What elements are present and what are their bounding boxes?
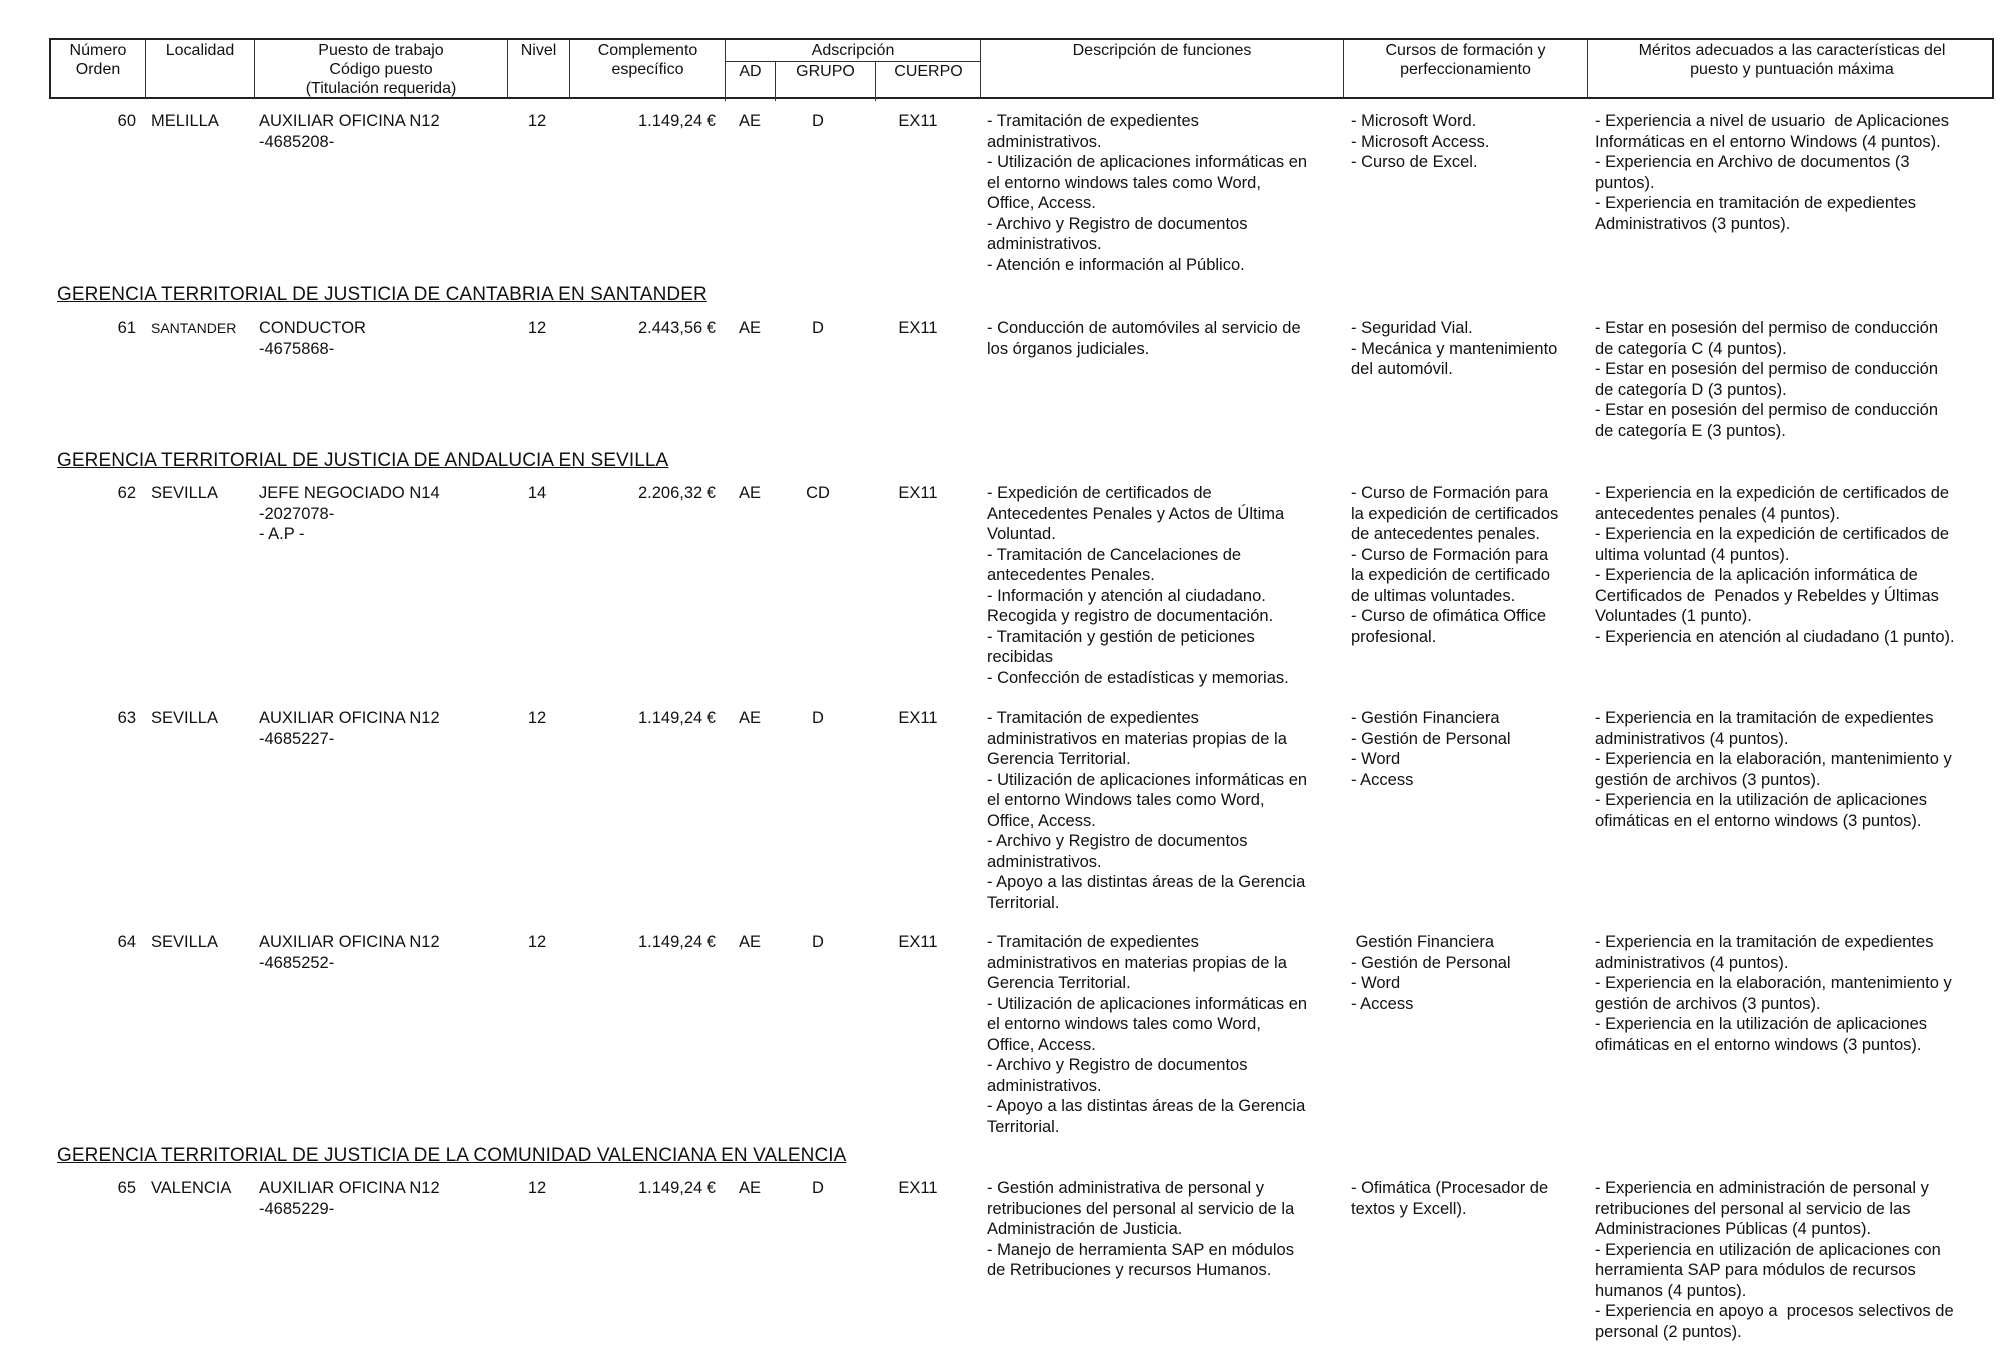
localidad: SEVILLA (151, 709, 218, 727)
localidad: SANTANDER (151, 320, 237, 336)
descripcion-funciones-line: Gerencia Territorial. (987, 750, 1131, 768)
descripcion-funciones-line: - Archivo y Registro de documentos (987, 214, 1248, 233)
meritos (1595, 111, 1949, 234)
descripcion-funciones-line: administrativos. (987, 852, 1102, 871)
complemento-especifico: 1.149,24 € (638, 1179, 716, 1197)
table-header (49, 38, 1994, 99)
numero-orden: 60 (117, 112, 136, 130)
meritos-line: - Experiencia a nivel de usuario de Aplicaciones (1595, 112, 1950, 130)
nivel: 12 (527, 933, 547, 951)
puesto-trabajo-line: -4685227- (259, 729, 335, 748)
meritos-line: - Experiencia en la utilización de aplicaciones (1595, 791, 1928, 809)
meritos-line: - Experiencia en utilización de aplicaciones con (1595, 1240, 1941, 1259)
complemento-especifico: 2.443,56 € (638, 319, 716, 337)
puesto-trabajo (259, 1178, 440, 1219)
descripcion-funciones-line: - Gestión administrativa de personal y (987, 1179, 1264, 1197)
header-nivel: Nivel (508, 40, 570, 97)
header-puesto-l1: Puesto de trabajo (318, 42, 444, 59)
meritos-line: Certificados de Penados y Rebeldes y Últimas (1595, 586, 1939, 605)
meritos-line: - Experiencia en tramitación de expedientes (1595, 194, 1917, 212)
descripcion-funciones-line: el entorno windows tales como Word, (987, 1015, 1261, 1033)
cursos-formacion-line: la expedición de certificados (1351, 504, 1559, 523)
numero-orden: 63 (117, 709, 136, 727)
puesto-trabajo-line: AUXILIAR OFICINA N12 (259, 112, 440, 130)
puesto-trabajo (259, 318, 366, 359)
descripcion-funciones-line: - Archivo y Registro de documentos (987, 1056, 1248, 1074)
header-cursos-l2: perfeccionamiento (1400, 61, 1531, 78)
header-complemento-l1: Complemento (597, 42, 698, 59)
meritos-line: puntos). (1595, 173, 1655, 192)
meritos-line: ofimáticas en el entorno windows (3 puntos). (1595, 811, 1922, 830)
descripcion-funciones-line: - Conducción de automóviles al servicio de (987, 319, 1301, 337)
header-numero-l1: Número (69, 42, 127, 59)
localidad: SEVILLA (151, 484, 218, 502)
puesto-trabajo-line: CONDUCTOR (259, 319, 366, 337)
descripcion-funciones-line: - Información y atención al ciudadano. (987, 586, 1266, 605)
localidad: VALENCIA (151, 1179, 232, 1197)
adscripcion-ad: AE (738, 484, 761, 502)
adscripcion-cuerpo: EX11 (898, 1179, 938, 1197)
meritos-line: gestión de archivos (3 puntos). (1595, 770, 1821, 789)
puesto-trabajo-line: -4685252- (259, 953, 335, 972)
descripcion-funciones-line: administrativos. (987, 1076, 1102, 1095)
cursos-formacion-line: - Ofimática (Procesador de (1351, 1179, 1549, 1197)
complemento-especifico: 1.149,24 € (638, 112, 716, 130)
meritos-line: de categoría C (4 puntos). (1595, 339, 1787, 358)
meritos-line: gestión de archivos (3 puntos). (1595, 994, 1821, 1013)
descripcion-funciones (987, 483, 1289, 688)
descripcion-funciones-line: - Utilización de aplicaciones informáticas en (987, 770, 1308, 789)
adscripcion-cuerpo: EX11 (898, 933, 938, 951)
complemento-especifico: 1.149,24 € (638, 933, 716, 951)
meritos (1595, 708, 1952, 831)
header-ad: AD (725, 61, 775, 101)
puesto-trabajo-line: AUXILIAR OFICINA N12 (259, 1179, 440, 1197)
adscripcion-cuerpo: EX11 (898, 112, 938, 130)
nivel: 12 (527, 709, 547, 727)
header-meritos-l2: puesto y puntuación máxima (1690, 61, 1894, 78)
cursos-formacion-line: - Curso de Formación para (1351, 545, 1549, 564)
cursos-formacion-line: - Gestión de Personal (1351, 953, 1511, 972)
descripcion-funciones-line: Gerencia Territorial. (987, 974, 1131, 992)
descripcion-funciones-line: - Tramitación y gestión de peticiones (987, 627, 1255, 646)
meritos-line: - Estar en posesión del permiso de conducción (1595, 401, 1939, 419)
cursos-formacion-line: - Gestión de Personal (1351, 729, 1511, 748)
cursos-formacion-line: profesional. (1351, 627, 1437, 646)
descripcion-funciones-line: - Manejo de herramienta SAP en módulos (987, 1240, 1294, 1259)
descripcion-funciones-line: Administración de Justicia. (987, 1220, 1183, 1238)
meritos-line: humanos (4 puntos). (1595, 1281, 1747, 1300)
descripcion-funciones-line: el entorno windows tales como Word, (987, 173, 1261, 192)
descripcion-funciones (987, 1178, 1294, 1281)
descripcion-funciones-line: los órganos judiciales. (987, 339, 1150, 358)
header-meritos-l1: Méritos adecuados a las características del (1638, 42, 1946, 59)
descripcion-funciones-line: - Confección de estadísticas y memorias. (987, 668, 1289, 687)
cursos-formacion (1351, 1178, 1548, 1219)
header-cursos (1344, 40, 1588, 97)
descripcion-funciones-line: administrativos. (987, 235, 1102, 253)
header-puesto-l3: (Titulación requerida) (305, 80, 457, 97)
descripcion-funciones-line: administrativos. (987, 132, 1102, 151)
puesto-trabajo (259, 708, 440, 749)
puesto-trabajo (259, 932, 440, 973)
cursos-formacion-line: - Word (1351, 750, 1401, 768)
numero-orden: 61 (117, 319, 136, 337)
puesto-trabajo-line: -4675868- (259, 339, 335, 358)
adscripcion-ad: AE (738, 112, 761, 130)
meritos-line: - Experiencia en la elaboración, mantenimiento y (1595, 750, 1952, 768)
adscripcion-grupo: D (812, 709, 824, 727)
cursos-formacion-line: - Curso de Formación para (1351, 484, 1549, 502)
meritos-line: Voluntades (1 punto). (1595, 607, 1752, 625)
descripcion-funciones-line: - Tramitación de Cancelaciones de (987, 545, 1242, 564)
adscripcion-grupo: CD (806, 484, 830, 502)
header-cursos-l1: Cursos de formación y (1385, 42, 1546, 59)
adscripcion-ad: AE (738, 933, 761, 951)
cursos-formacion-line: - Access (1351, 994, 1414, 1013)
header-numero-l2: Orden (75, 61, 121, 78)
meritos-line: - Experiencia de la aplicación informática de (1595, 566, 1918, 584)
meritos-line: ultima voluntad (4 puntos). (1595, 545, 1790, 564)
header-adscripcion-label: Adscripción (811, 42, 895, 59)
puesto-trabajo (259, 483, 440, 545)
meritos-line: retribuciones del personal al servicio de las (1595, 1199, 1911, 1218)
section-heading: GERENCIA TERRITORIAL DE JUSTICIA DE CANTABRIA EN SANTANDER (57, 284, 707, 305)
descripcion-funciones-line: retribuciones del personal al servicio de la (987, 1199, 1295, 1218)
descripcion-funciones (987, 932, 1307, 1137)
descripcion-funciones-line: - Tramitación de expedientes (987, 112, 1199, 130)
puesto-trabajo (259, 111, 440, 152)
meritos-line: - Experiencia en la tramitación de expedientes (1595, 933, 1934, 951)
adscripcion-grupo: D (812, 933, 824, 951)
meritos (1595, 932, 1952, 1055)
numero-orden: 64 (117, 933, 136, 951)
cursos-formacion-line: - Word (1351, 974, 1401, 992)
meritos-line: - Experiencia en administración de personal y (1595, 1179, 1929, 1197)
descripcion-funciones-line: - Archivo y Registro de documentos (987, 832, 1248, 850)
meritos-line: - Experiencia en Archivo de documentos (3 (1595, 153, 1910, 171)
cursos-formacion (1351, 708, 1511, 790)
adscripcion-cuerpo: EX11 (898, 319, 938, 337)
cursos-formacion-line: textos y Excell). (1351, 1199, 1467, 1218)
meritos-line: Administraciones Públicas (4 puntos). (1595, 1220, 1872, 1238)
meritos (1595, 483, 1955, 647)
meritos-line: administrativos (4 puntos). (1595, 953, 1789, 972)
descripcion-funciones-line: Office, Access. (987, 811, 1096, 830)
descripcion-funciones-line: Territorial. (987, 1117, 1060, 1136)
meritos (1595, 318, 1938, 441)
descripcion-funciones-line: - Expedición de certificados de (987, 484, 1212, 502)
cursos-formacion-line: - Access (1351, 770, 1414, 789)
header-localidad: Localidad (146, 40, 255, 97)
meritos-line: Administrativos (3 puntos). (1595, 214, 1791, 233)
header-cuerpo: CUERPO (875, 61, 981, 101)
adscripcion-ad: AE (738, 319, 761, 337)
descripcion-funciones-line: Office, Access. (987, 194, 1096, 212)
descripcion-funciones-line: de Retribuciones y recursos Humanos. (987, 1261, 1272, 1279)
descripcion-funciones (987, 708, 1307, 913)
adscripcion-ad: AE (738, 1179, 761, 1197)
descripcion-funciones-line: Recogida y registro de documentación. (987, 607, 1274, 625)
adscripcion-ad: AE (738, 709, 761, 727)
descripcion-funciones-line: el entorno Windows tales como Word, (987, 791, 1265, 809)
meritos-line: - Experiencia en atención al ciudadano (1 punto). (1595, 627, 1955, 646)
meritos-line: - Experiencia en la expedición de certificados de (1595, 525, 1950, 543)
meritos (1595, 1178, 1954, 1342)
descripcion-funciones-line: antecedentes Penales. (987, 566, 1155, 584)
meritos-line: de categoría E (3 puntos). (1595, 421, 1786, 440)
cursos-formacion-line: - Seguridad Vial. (1351, 319, 1473, 337)
nivel: 12 (527, 319, 547, 337)
meritos-line: Informáticas en el entorno Windows (4 puntos). (1595, 132, 1941, 151)
descripcion-funciones-line: administrativos en materias propias de la (987, 953, 1287, 972)
numero-orden: 62 (117, 484, 136, 502)
nivel: 12 (527, 1179, 547, 1197)
cursos-formacion-line: - Curso de ofimática Office (1351, 607, 1547, 625)
meritos-line: antecedentes penales (4 puntos). (1595, 504, 1840, 523)
cursos-formacion (1351, 483, 1558, 647)
meritos-line: - Estar en posesión del permiso de conducción (1595, 360, 1939, 378)
meritos-line: herramienta SAP para módulos de recursos (1595, 1261, 1916, 1279)
puesto-trabajo-line: - A.P - (259, 525, 305, 543)
descripcion-funciones-line: - Tramitación de expedientes (987, 933, 1199, 951)
descripcion-funciones-line: recibidas (987, 648, 1054, 666)
numero-orden: 65 (117, 1179, 136, 1197)
header-complemento (570, 40, 726, 97)
puesto-trabajo-line: AUXILIAR OFICINA N12 (259, 933, 440, 951)
header-numero-orden (51, 40, 146, 97)
adscripcion-grupo: D (812, 1179, 824, 1197)
adscripcion-grupo: D (812, 319, 824, 337)
descripcion-funciones-line: Territorial. (987, 893, 1060, 912)
puesto-trabajo-line: -2027078- (259, 504, 335, 523)
complemento-especifico: 1.149,24 € (638, 709, 716, 727)
section-heading: GERENCIA TERRITORIAL DE JUSTICIA DE LA COMUNIDAD VALENCIANA EN VALENCIA (57, 1145, 847, 1166)
meritos-line: - Experiencia en apoyo a procesos selectivos de (1595, 1302, 1954, 1320)
cursos-formacion-line: Gestión Financiera (1351, 933, 1495, 951)
cursos-formacion-line: de ultimas voluntades. (1351, 586, 1516, 605)
meritos-line: - Experiencia en la elaboración, mantenimiento y (1595, 974, 1952, 992)
cursos-formacion-line: la expedición de certificado (1351, 566, 1551, 584)
meritos-line: administrativos (4 puntos). (1595, 729, 1789, 748)
header-adscripcion (726, 40, 981, 97)
descripcion-funciones-line: - Utilización de aplicaciones informáticas en (987, 994, 1308, 1013)
meritos-line: - Experiencia en la utilización de aplicaciones (1595, 1015, 1928, 1033)
cursos-formacion-line: de antecedentes penales. (1351, 525, 1540, 543)
cursos-formacion (1351, 932, 1511, 1014)
header-puesto-l2: Código puesto (329, 61, 433, 78)
descripcion-funciones-line: - Atención e información al Público. (987, 255, 1245, 274)
meritos-line: - Experiencia en la tramitación de expedientes (1595, 709, 1934, 727)
cursos-formacion-line: - Curso de Excel. (1351, 153, 1478, 171)
cursos-formacion (1351, 111, 1489, 173)
puesto-trabajo-line: -4685229- (259, 1199, 335, 1218)
descripcion-funciones-line: - Apoyo a las distintas áreas de la Gerencia (987, 1097, 1306, 1115)
adscripcion-cuerpo: EX11 (898, 484, 938, 502)
cursos-formacion-line: - Microsoft Word. (1351, 112, 1477, 130)
meritos-line: - Estar en posesión del permiso de conducción (1595, 319, 1939, 337)
descripcion-funciones-line: - Utilización de aplicaciones informáticas en (987, 153, 1308, 171)
cursos-formacion-line: - Microsoft Access. (1351, 132, 1490, 151)
cursos-formacion (1351, 318, 1557, 380)
adscripcion-grupo: D (812, 112, 824, 130)
cursos-formacion-line: - Gestión Financiera (1351, 709, 1500, 727)
puesto-trabajo-line: AUXILIAR OFICINA N12 (259, 709, 440, 727)
descripcion-funciones-line: Voluntad. (987, 525, 1056, 543)
localidad: SEVILLA (151, 933, 218, 951)
meritos-line: personal (2 puntos). (1595, 1322, 1742, 1341)
descripcion-funciones-line: Office, Access. (987, 1035, 1096, 1054)
localidad: MELILLA (151, 112, 219, 130)
header-grupo: GRUPO (775, 61, 875, 101)
meritos-line: - Experiencia en la expedición de certificados de (1595, 484, 1950, 502)
section-heading: GERENCIA TERRITORIAL DE JUSTICIA DE ANDALUCIA EN SEVILLA (57, 450, 669, 471)
descripcion-funciones-line: - Tramitación de expedientes (987, 709, 1199, 727)
adscripcion-cuerpo: EX11 (898, 709, 938, 727)
header-puesto (255, 40, 508, 97)
header-meritos (1588, 40, 1996, 97)
descripcion-funciones (987, 318, 1301, 359)
header-descripcion: Descripción de funciones (981, 40, 1344, 97)
cursos-formacion-line: - Mecánica y mantenimiento (1351, 339, 1558, 358)
descripcion-funciones-line: - Apoyo a las distintas áreas de la Gerencia (987, 873, 1306, 891)
nivel: 14 (527, 484, 547, 502)
puesto-trabajo-line: JEFE NEGOCIADO N14 (259, 484, 440, 502)
meritos-line: ofimáticas en el entorno windows (3 puntos). (1595, 1035, 1922, 1054)
meritos-line: de categoría D (3 puntos). (1595, 380, 1787, 399)
header-complemento-l2: específico (611, 61, 684, 78)
descripcion-funciones-line: administrativos en materias propias de la (987, 729, 1287, 748)
nivel: 12 (527, 112, 547, 130)
puesto-trabajo-line: -4685208- (259, 132, 335, 151)
complemento-especifico: 2.206,32 € (638, 484, 716, 502)
descripcion-funciones-line: Antecedentes Penales y Actos de Última (987, 504, 1285, 523)
descripcion-funciones (987, 111, 1307, 275)
cursos-formacion-line: del automóvil. (1351, 360, 1453, 378)
